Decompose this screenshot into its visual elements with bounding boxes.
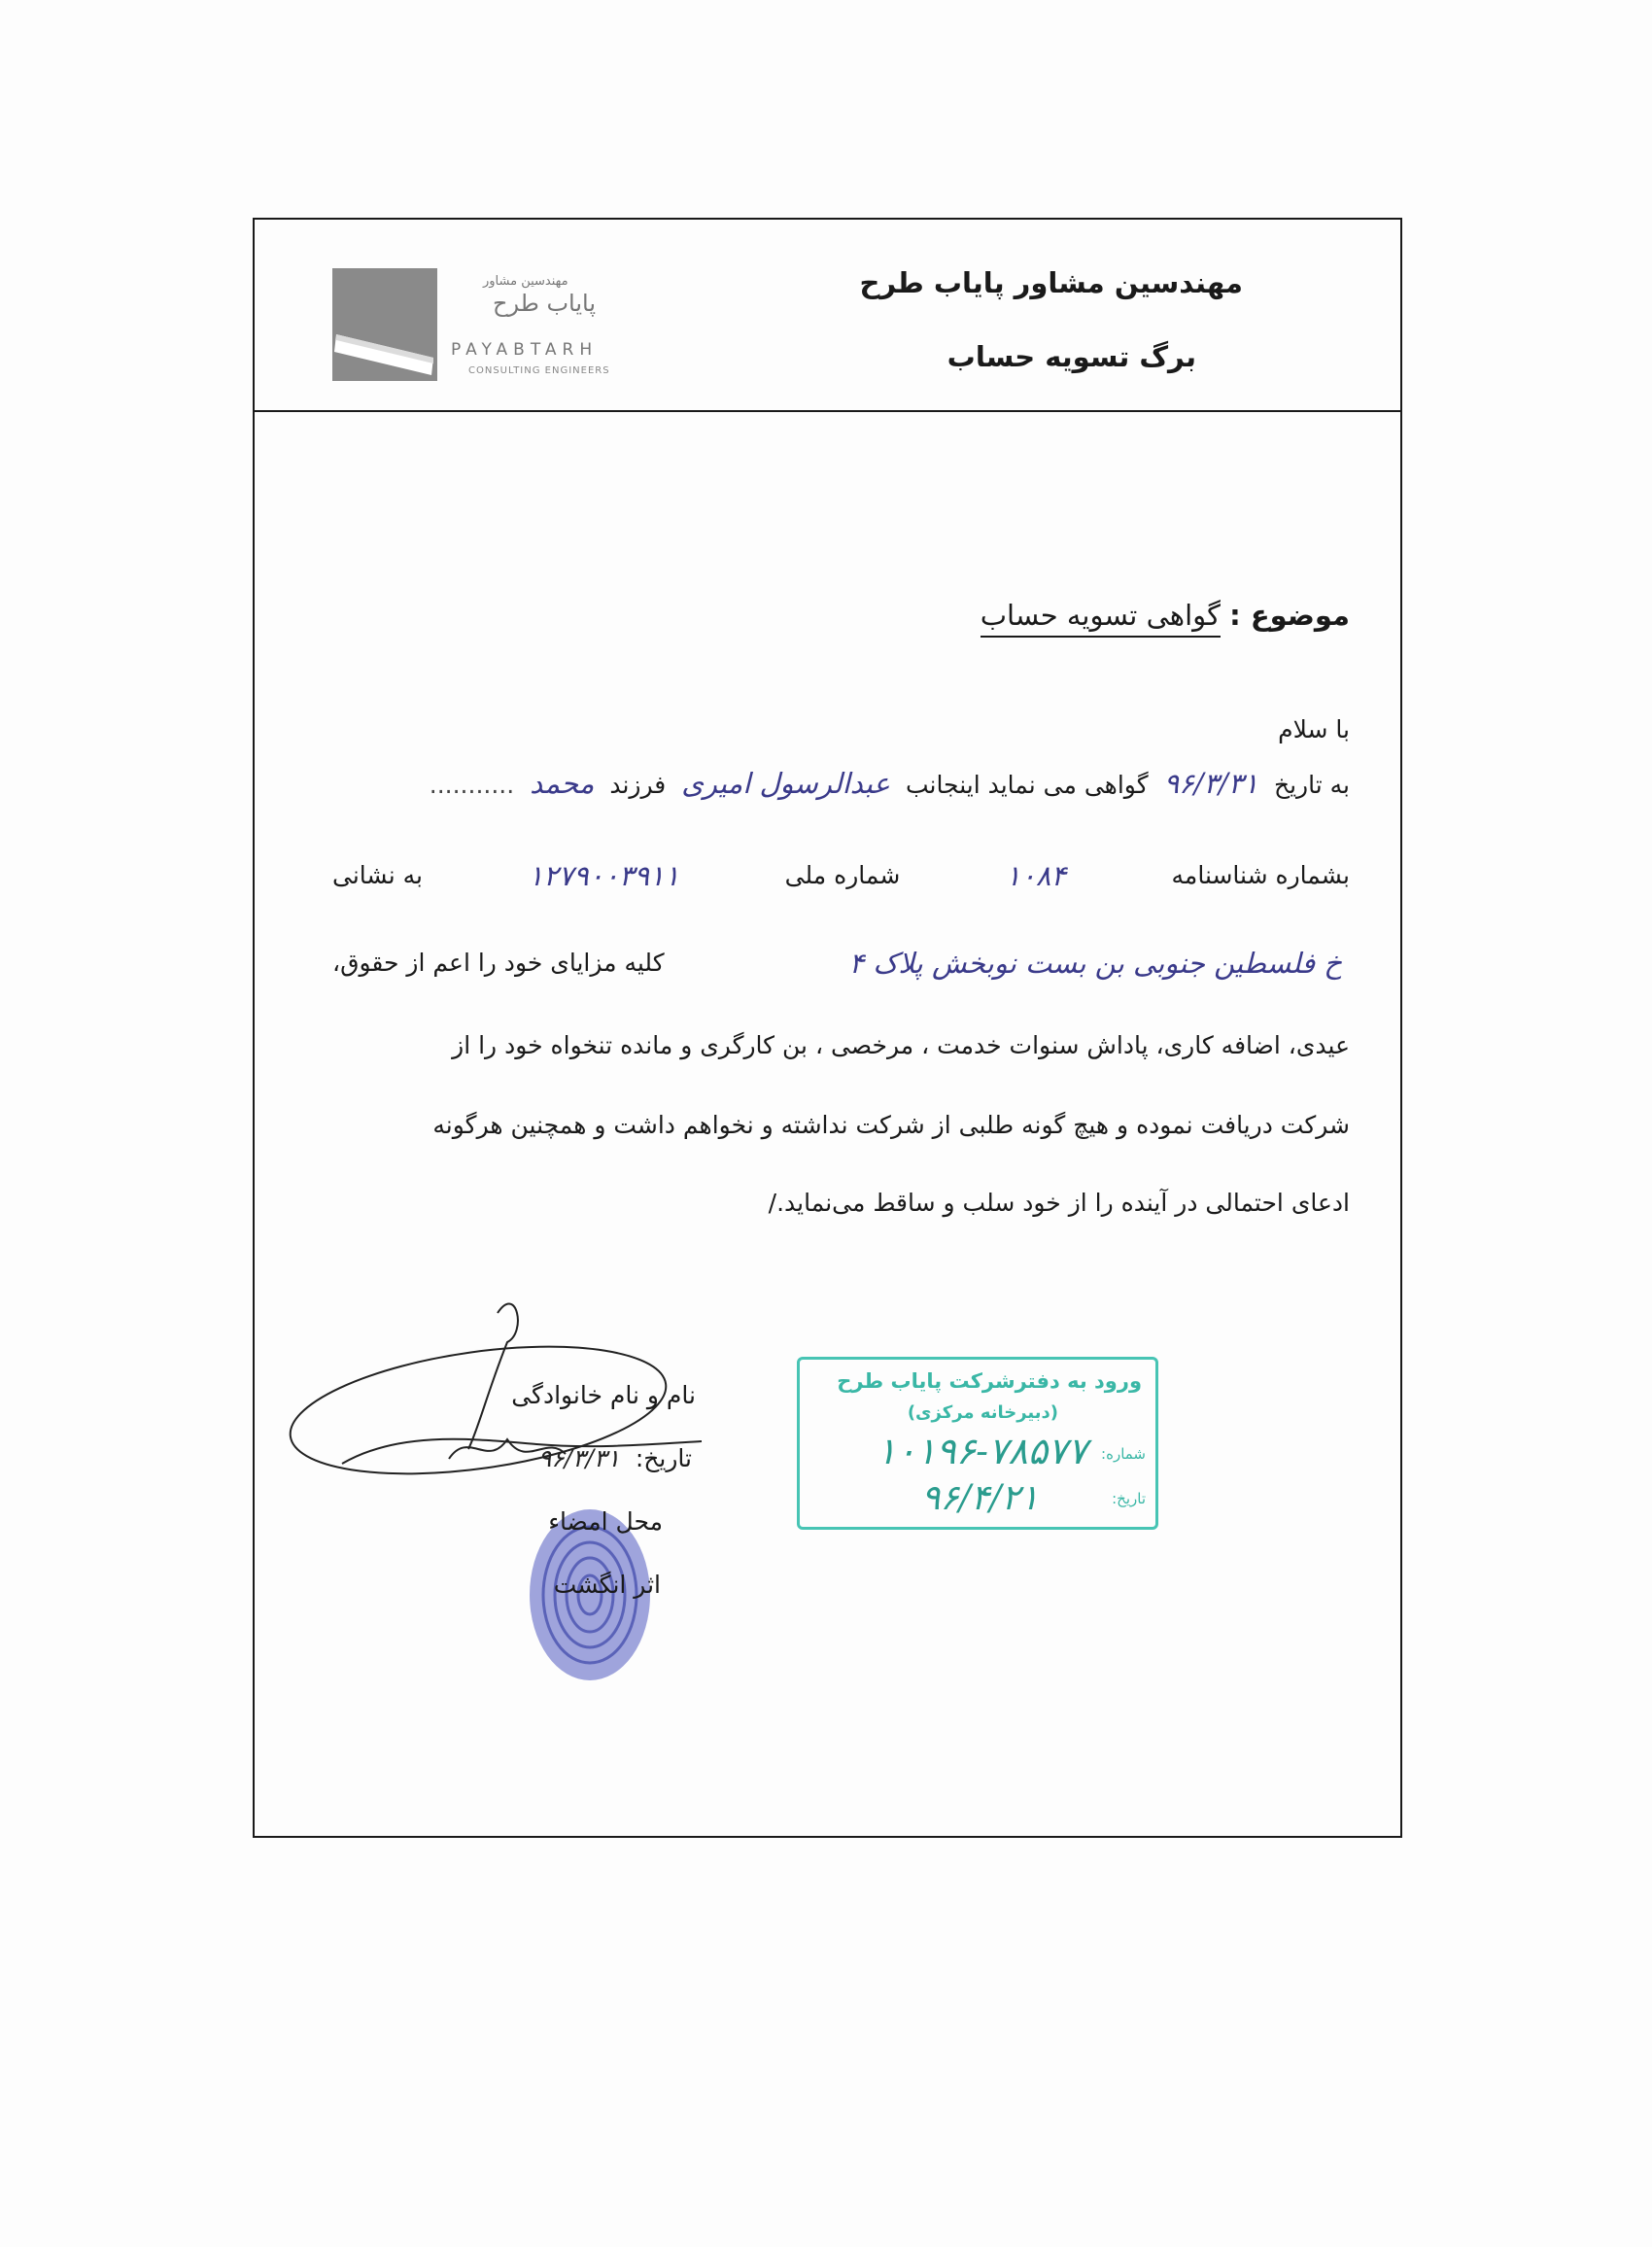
date-prefix: به تاریخ [1273, 771, 1350, 799]
fingerprint-label: اثر انگشت [553, 1571, 661, 1599]
body-line-2 [332, 856, 1350, 895]
child-label: فرزند [609, 771, 667, 799]
greeting: با سلام [1278, 715, 1350, 743]
subject-line [981, 599, 1350, 632]
body-line-4: عیدی، اضافه کاری، پاداش سنوات خدمت ، مرخصی ، بن کارگری و مانده تنخواه خود را از [452, 1031, 1350, 1059]
benefits-text: کلیه مزایای خود را اعم از حقوق، [332, 949, 665, 977]
stamp-title: ورود به دفترشرکت پایاب طرح [837, 1369, 1142, 1393]
certify-text: گواهی می نماید اینجانب [905, 771, 1149, 799]
stamp-number-label: شماره: [1101, 1445, 1146, 1463]
handwritten-father-name: محمد [530, 767, 595, 800]
body-line-6: ادعای احتمالی در آینده را از خود سلب و ساقط می‌نماید./ [768, 1189, 1350, 1217]
signature-place-label: محل امضاء [548, 1507, 663, 1536]
subject-value: گواهی تسویه حساب [981, 599, 1221, 638]
signature-handwritten-date: ۹۶/۳/۳۱ [537, 1444, 620, 1472]
signature-date [531, 1444, 692, 1472]
logo-en: PAYABTARH [451, 340, 599, 360]
handwritten-address: خ فلسطین جنوبی بن بست نوبخش پلاک ۴ [848, 947, 1342, 980]
document-frame [253, 218, 1402, 1838]
address-label: به نشانی [332, 861, 423, 889]
logo-fa-big: پایاب طرح [493, 290, 597, 317]
logo-mark-icon [332, 268, 437, 381]
stamp-date-value: ۹۶/۴/۲۱ [921, 1478, 1039, 1518]
company-logo [332, 268, 682, 389]
header-divider [255, 410, 1400, 412]
handwritten-date: ۹۶/۳/۳۱ [1163, 767, 1258, 800]
form-title: برگ تسویه حساب [946, 340, 1196, 373]
stamp-date-label: تاریخ: [1112, 1490, 1146, 1507]
logo-en-sub: CONSULTING ENGINEERS [468, 365, 610, 376]
logo-fa-small: مهندسین مشاور [483, 274, 568, 289]
subject-label: موضوع : [1229, 599, 1350, 632]
handwritten-name: عبدالرسول امیری [681, 767, 890, 800]
signature-name-label: نام و نام خانوادگی [511, 1381, 696, 1409]
body-line-1 [332, 764, 1350, 805]
stamp-number-value: ۱۰۱۹۶-۷۸۵۷۷ [877, 1430, 1087, 1472]
body-line-3 [332, 944, 1350, 983]
office-receipt-stamp [797, 1357, 1158, 1530]
signature-block [284, 1274, 750, 1614]
handwritten-national-id: ۱۲۷۹۰۰۳۹۱۱ [528, 859, 680, 892]
signature-date-label: تاریخ: [635, 1444, 692, 1472]
handwritten-id-number: ۱۰۸۴ [1005, 859, 1067, 892]
body-line-5: شرکت دریافت نموده و هیچ گونه طلبی از شرکت نداشته و نخواهم داشت و همچنین هرگونه [432, 1111, 1350, 1139]
national-id-label: شماره ملی [784, 861, 901, 889]
stamp-subtitle: (دبیرخانه مرکزی) [907, 1402, 1058, 1423]
id-label: بشماره شناسنامه [1171, 861, 1350, 889]
dotted-fill: ........... [429, 771, 515, 799]
company-name: مهندسین مشاور پایاب طرح [859, 266, 1243, 299]
